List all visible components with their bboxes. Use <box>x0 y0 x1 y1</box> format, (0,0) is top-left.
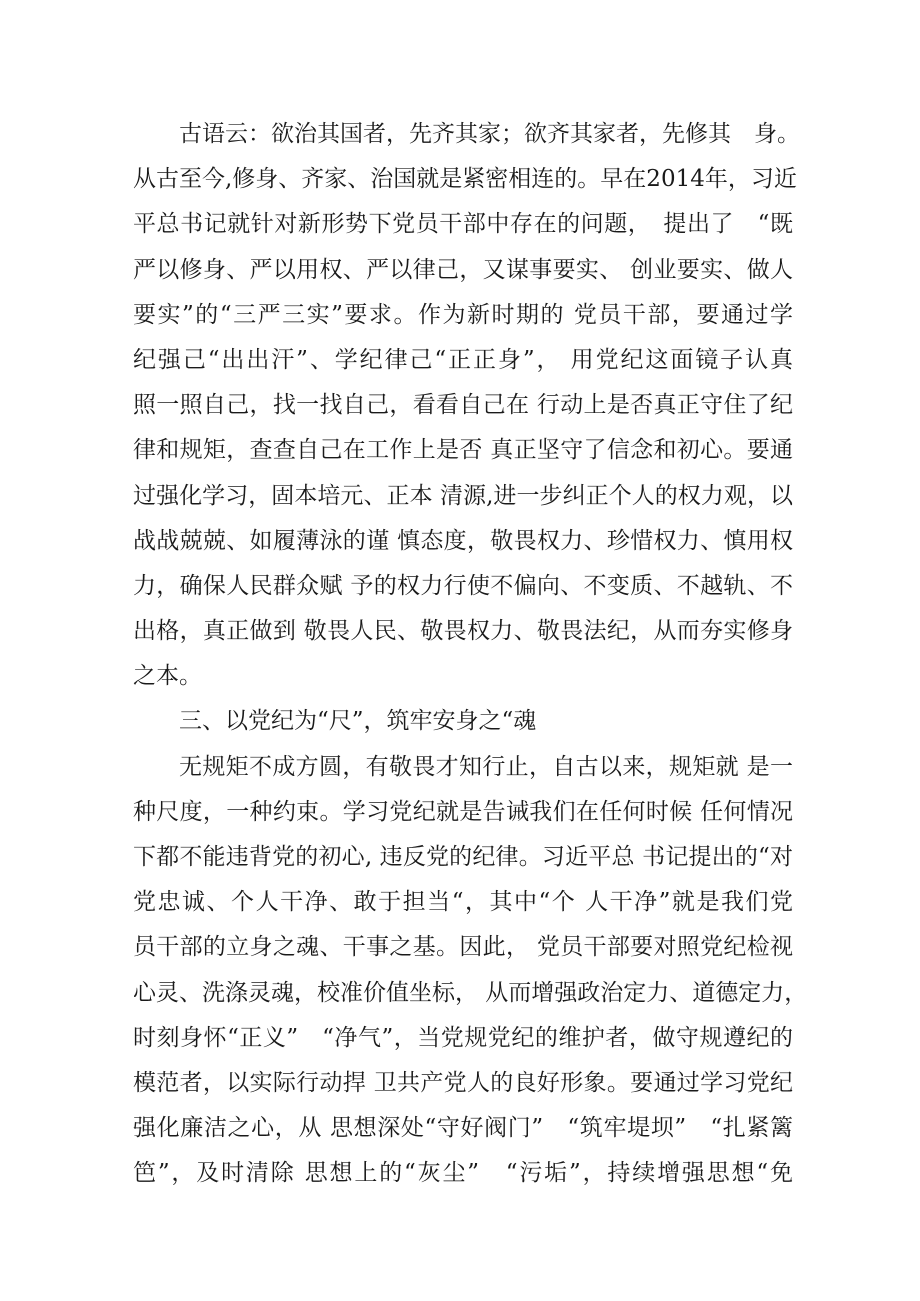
text-line: 律和规矩，查查自己在工作上是否 真正坚守了信念和初心。要通 <box>133 437 793 464</box>
text-line: 强化廉洁之心，从 思想深处“守好阀门” “筑牢堤坝” “扎紧篱 <box>133 1115 793 1142</box>
text-line: 古语云：欲治其国者，先齐其家；欲齐其家者，先修其 身。 <box>179 121 800 147</box>
text-line: 照一照自己，找一找自己，看看自己在 行动上是否真正守住了纪 <box>133 392 793 419</box>
text-line: 模范者，以实际行动捍 卫共产党人的良好形象。要通过学习党纪 <box>133 1069 793 1096</box>
document-body <box>133 112 808 1197</box>
text-line: 战战兢兢、如履薄泳的谨 慎态度，敬畏权力、珍惜权力、慎用权 <box>133 527 793 554</box>
text-line: 力，确保人民群众赋 予的权力行使不偏向、不变质、不越轨、不 <box>133 572 793 599</box>
text-line: 从古至今,修身、齐家、治国就是紧密相连的。早在2014年，习近 <box>133 166 797 193</box>
text-line: 出格，真正做到 敬畏人民、敬畏权力、敬畏法纪，从而夯实修身 <box>133 618 793 645</box>
text-line: 平总书记就针对新形势下党员干部中存在的问题， 提出了 “既 <box>133 211 793 238</box>
paragraph-1 <box>133 112 800 699</box>
text-line: 时刻身怀“正义” “净气”，当党规党纪的维护者，做守规遵纪的 <box>133 1024 793 1051</box>
text-line: 心灵、洗涤灵魂，校准价值坐标， 从而增强政治定力、道德定力， <box>133 979 808 1006</box>
text-line: 下都不能违背党的初心, 违反党的纪律。习近平总 书记提出的“对 <box>133 844 793 870</box>
text-line: 种尺度，一种约束。学习党纪就是告诫我们在任何时候 任何情况 <box>133 798 793 825</box>
text-line: 要实”的“三严三实”要求。作为新时期的 党员干部，要通过学 <box>133 301 793 328</box>
text-line: 过强化学习，固本培元、正本 清源,进一步纠正个人的权力观，以 <box>133 482 793 509</box>
text-line: 严以修身、严以用权、严以律己，又谋事要实、 创业要实、做人 <box>133 256 793 283</box>
text-line: 纪强己“出出汗”、学纪律己“正正身”， 用党纪这面镜子认真 <box>133 346 793 373</box>
text-line: 员干部的立身之魂、干事之基。因此， 党员干部要对照党纪检视 <box>133 934 793 961</box>
text-line: 之本。 <box>133 663 202 690</box>
paragraph-2 <box>133 745 808 1197</box>
text-line: 笆”，及时清除 思想上的“灰尘” “污垢”，持续增强思想“免 <box>133 1160 793 1187</box>
text-line: 无规矩不成方圆，有敬畏才知行止，自古以来，规矩就 是一 <box>179 753 793 780</box>
section-heading: 三、以党纪为“尺”，筑牢安身之“魂 <box>179 708 537 735</box>
text-line: 党忠诚、个人干净、敢于担当“，其中“个 人干净”就是我们党 <box>133 889 793 916</box>
